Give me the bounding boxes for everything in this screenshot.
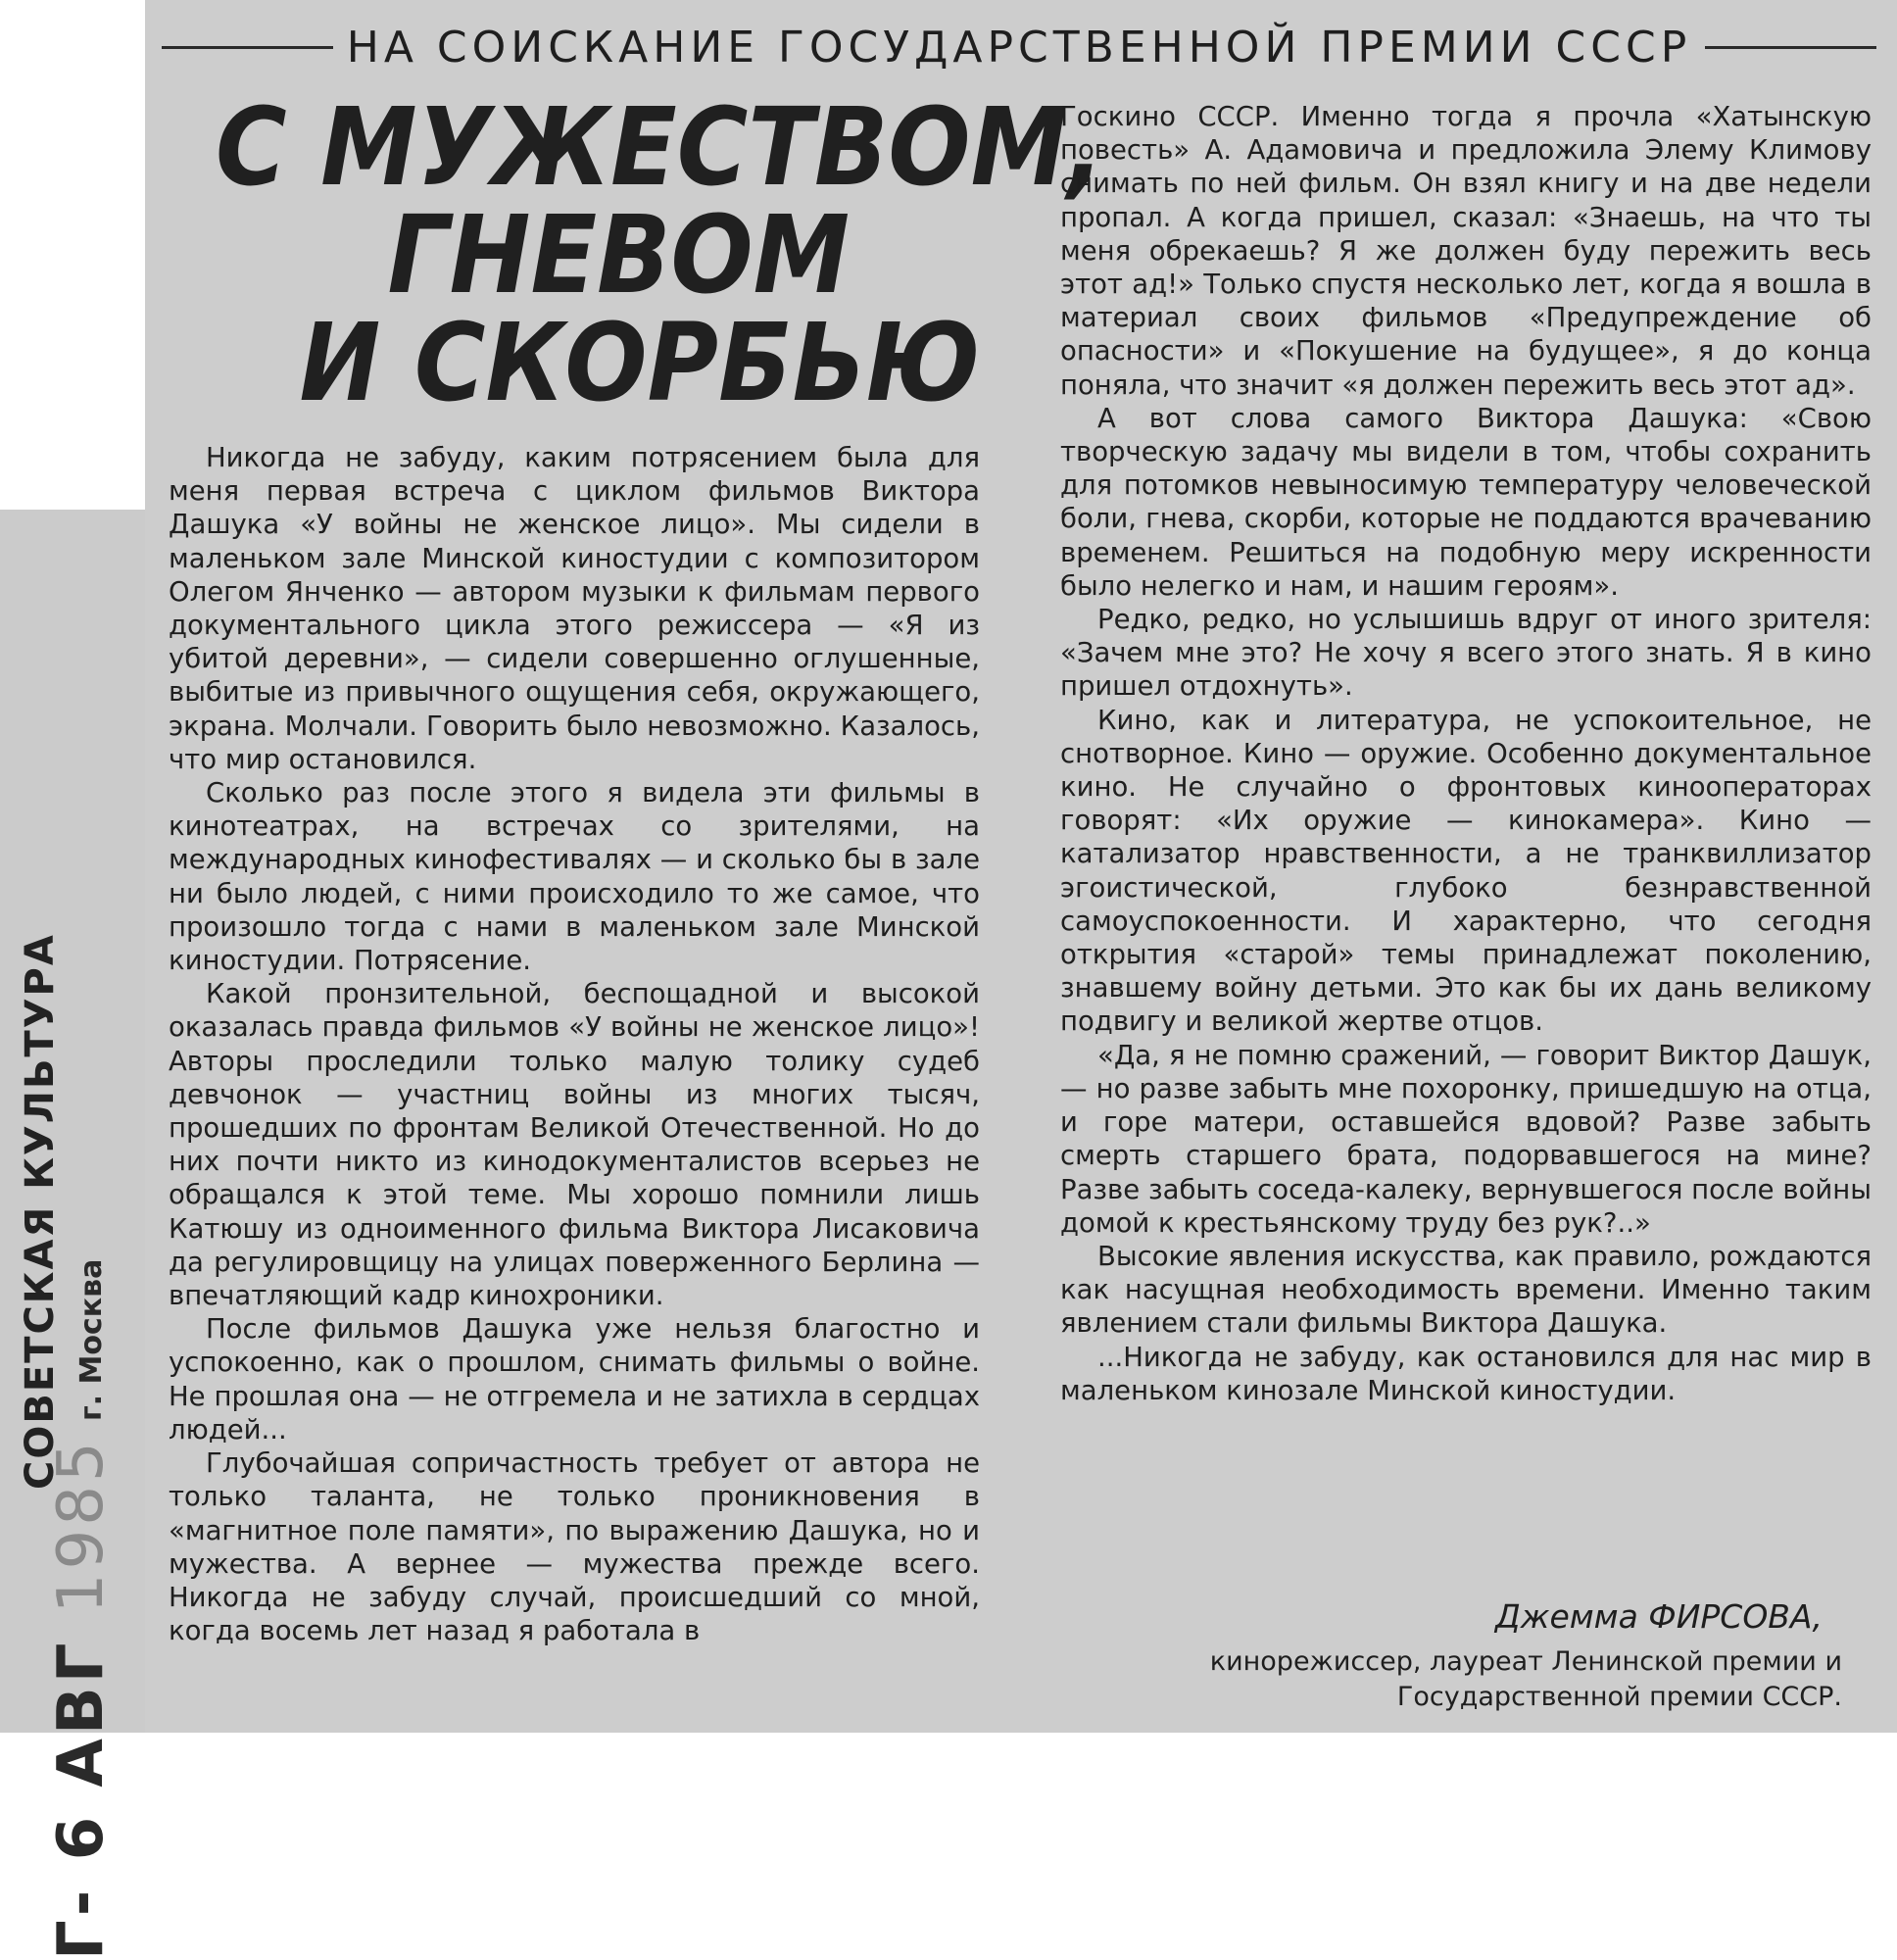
- headline-line-3: И СКОРБЬЮ: [299, 300, 981, 425]
- paragraph: Редко, редко, но услышишь вдруг от иного зрителя: «Зачем мне это? Не хочу я всего этого знать. Я в кино пришел отдохнуть».: [1060, 604, 1872, 703]
- stamp-city: г. Москва: [74, 1258, 109, 1421]
- paragraph: Никогда не забуду, каким потрясением была для меня первая встреча с циклом фильмов Виктора Дашука «У войны не женское лицо». Мы сидели в маленьком зале Минской киностудии с композитором Олегом Янченко — автором музыки к фильмам первого документального цикла этого режиссера — «Я из убитой деревни», — сидели совершенно оглушенные, выбитые из привычного ощущения себя, окружающего, экрана. Молчали. Говорить было невозможно. Казалось, что мир остановился.: [169, 442, 980, 775]
- rubric-title: НА СОИСКАНИЕ ГОСУДАРСТВЕННОЙ ПРЕМИИ СССР: [346, 22, 1692, 73]
- paragraph: ...Никогда не забуду, как остановился для нас мир в маленьком кинозале Минской киностудии.: [1060, 1341, 1872, 1406]
- rubric-rule-left: [162, 46, 333, 49]
- paragraph: Высокие явления искусства, как правило, рождаются как насущная необходимость времени. Именно таким явлением стали фильмы Виктора Дашука.: [1060, 1240, 1872, 1340]
- paragraph: Глубочайшая сопричастность требует от автора не только таланта, не только проникновения в «магнитное поле памяти», по выражению Дашука, но и мужества. А вернее — мужества прежде всего. Никогда не забуду случай, происшедший со мной, когда восемь лет назад я работала в: [169, 1447, 980, 1647]
- paragraph: После фильмов Дашука уже нельзя благостно и успокоенно, как о прошлом, снимать фильмы о войне. Не прошлая она — не отгремела и не затихла в сердцах людей...: [169, 1313, 980, 1446]
- paragraph: Какой пронзительной, беспощадной и высокой оказалась правда фильмов «У войны не женское лицо»! Авторы проследили только малую толику судеб девчонок — участниц войны из многих тысяч, прошедших по фронтам Великой Отечественной. Но до них почти никто из кинодокументалистов всерьез не обращался к этой теме. Мы хорошо помнили лишь Катюшу из одноименного фильма Виктора Лисаковича да регулировщицу на улицах поверженного Берлина — впечатляющий кадр кинохроники.: [169, 978, 980, 1312]
- article-column-1: [169, 441, 980, 1647]
- paragraph: Кино, как и литература, не успокоительное, не снотворное. Кино — оружие. Особенно документальное кино. Не случайно о фронтовых кинооператорах говорят: «Их оружие — кинокамера». Кино — катализатор нравственности, а не транквиллизатор эгоистической, глубоко безнравственной самоуспокоенности. И характерно, что сегодня открытия «старой» темы принадлежат поколению, знавшему войну детьми. Это как бы их дань великому подвигу и великой жертве отцов.: [1060, 704, 1872, 1038]
- headline-line-2: ГНЕВОМ: [387, 192, 851, 318]
- stamp-date-prefix: Г- 6 АВГ: [45, 1613, 118, 1960]
- paragraph: «Да, я не помню сражений, — говорит Виктор Дашук, — но разве забыть мне похоронку, пришедшую на отца, и горе матери, оставшейся вдовой? Разве забыть смерть старшего брата, подорвавшегося на мине? Разве забыть соседа-калеку, вернувшегося после войны домой к крестьянскому труду без рук?..»: [1060, 1039, 1872, 1239]
- paragraph: Госкино СССР. Именно тогда я прочла «Хатынскую повесть» А. Адамовича и предложила Элему Климову снимать по ней фильм. Он взял книгу и на две недели пропал. А когда пришел, сказал: «Знаешь, на что ты меня обрекаешь? Я же должен буду пережить весь этот ад!» Только спустя несколько лет, когда я вошла в материал своих фильмов «Предупреждение об опасности» и «Покушение на будущее», я до конца поняла, что значит «я должен пережить весь этот ад».: [1060, 101, 1872, 401]
- rubric-rule-right: [1705, 46, 1876, 49]
- article-column-2: [1060, 100, 1872, 1407]
- stamp-year: 1985: [45, 1438, 118, 1614]
- paragraph: Сколько раз после этого я видела эти фильмы в кинотеатрах, на встречах со зрителями, на международных кинофестивалях — и сколько бы в зале ни было людей, с ними происходило то же самое, что произошло тогда с нами в маленьком зале Минской киностудии. Потрясение.: [169, 777, 980, 977]
- author-role: кинорежиссер, лауреат Ленинской премии и Государственной премии СССР.: [1209, 1646, 1842, 1712]
- author-name: Джемма ФИРСОВА,: [1494, 1597, 1823, 1636]
- rubric-header: [162, 18, 1876, 76]
- stamp-newspaper-name: СОВЕТСКАЯ КУЛЬТУРА: [18, 933, 63, 1490]
- archive-strip: [0, 510, 145, 1960]
- paragraph: А вот слова самого Виктора Дашука: «Свою творческую задачу мы видели в том, чтобы сохранить для потомков невыносимую температуру человеческой боли, гнева, скорби, которые не поддаются врачеванию временем. Решиться на подобную меру искренности было нелегко и нам, и нашим героям».: [1060, 402, 1872, 602]
- headline: [216, 84, 1104, 425]
- headline-line-1: С МУЖЕСТВОМ,: [216, 84, 1104, 210]
